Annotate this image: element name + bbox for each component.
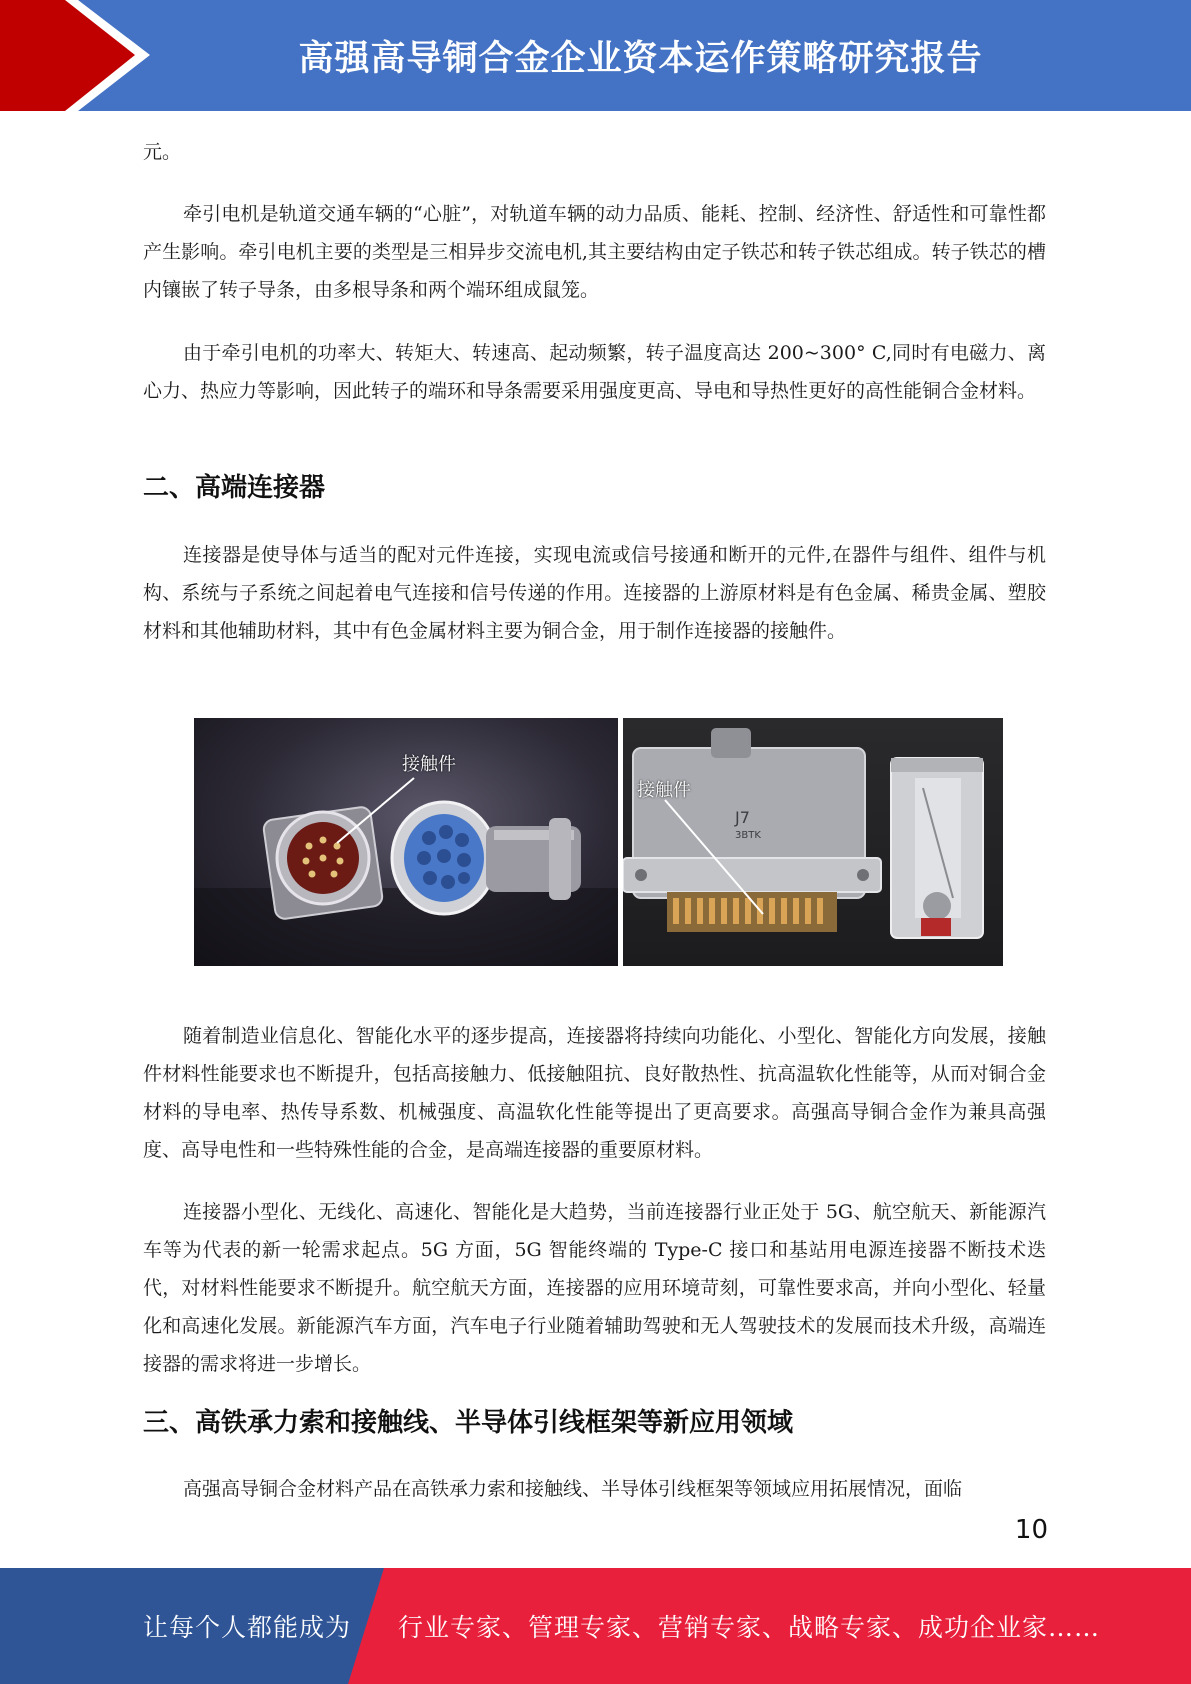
paragraph-traction-motor: 牵引电机是轨道交通车辆的“心脏”，对轨道车辆的动力品质、能耗、控制、经济性、舒适性和可靠性都产生影响。牵引电机主要的类型是三相异步交流电机,其主要结构由定子铁芯和转子铁芯组成。转子铁芯的槽内镶嵌了转子导条，由多根导条和两个端环组成鼠笼。	[143, 203, 1046, 301]
connector-marking-code: 3BTK	[735, 830, 761, 841]
connector-figure	[194, 718, 1003, 966]
paragraph-connector-definition: 连接器是使导体与适当的配对元件连接，实现电流或信号接通和断开的元件,在器件与组件、组件与机构、系统与子系统之间起着电气连接和信号传递的作用。连接器的上游原材料是有色金属、稀贵金属、塑胶材料和其他辅助材料，其中有色金属材料主要为铜合金，用于制作连接器的接触件。	[143, 544, 1046, 642]
paragraph-connector-trends: 随着制造业信息化、智能化水平的逐步提高，连接器将持续向功能化、小型化、智能化方向发展，接触件材料性能要求也不断提升，包括高接触力、低接触阻抗、良好散热性、抗高温软化性能等，从而对铜合金材料的导电率、热传导系数、机械强度、高温软化性能等提出了更高要求。高强高导铜合金作为兼具高强度、高导电性和一些特殊性能的合金，是高端连接器的重要原材料。	[143, 1025, 1046, 1161]
footer-slogan-right: 行业专家、管理专家、营销专家、战略专家、成功企业家……	[398, 1613, 1101, 1642]
rectangular-connector-photo	[623, 718, 1003, 966]
report-title: 高强高导铜合金企业资本运作策略研究报告	[298, 38, 983, 79]
page-number: 10	[1014, 1515, 1048, 1545]
paragraph-rotor-temperature: 由于牵引电机的功率大、转矩大、转速高、起动频繁，转子温度高达 200~300° C,同时有电磁力、离心力、热应力等影响，因此转子的端环和导条需要采用强度更高、导电和导热性更好的高性能铜合金材料。	[143, 342, 1046, 402]
section-heading-new-applications: 三、高铁承力索和接触线、半导体引线框架等新应用领域	[143, 1408, 794, 1438]
paragraph-connector-demand: 连接器小型化、无线化、高速化、智能化是大趋势，当前连接器行业正处于 5G、航空航天、新能源汽车等为代表的新一轮需求起点。5G 方面，5G 智能终端的 Type-C 接口和基站用电源连接器不断技术迭代，对材料性能要求不断提升。航空航天方面，连接器的应用环境苛刻，可靠性要求高，并向小型化、轻量化和高速化发展。新能源汽车方面，汽车电子行业随着辅助驾驶和无人驾驶技术的发展而技术升级，高端连接器的需求将进一步增长。	[143, 1201, 1046, 1375]
connector-marking-j7: J7	[735, 808, 750, 827]
page-footer	[0, 1568, 1191, 1684]
rectangular-connector-illustration	[623, 718, 1003, 966]
contact-callout-left: 接触件	[402, 754, 456, 775]
section-heading-connectors: 二、高端连接器	[143, 473, 326, 503]
page-header	[0, 0, 1191, 111]
footer-slogan-left: 让每个人都能成为	[143, 1613, 352, 1642]
circular-connector-photo	[194, 718, 618, 966]
paragraph-continuation: 元。	[143, 141, 182, 163]
paragraph-new-applications: 高强高导铜合金材料产品在高铁承力索和接触线、半导体引线框架等领域应用拓展情况，面临	[183, 1478, 963, 1500]
header-arrow-decoration	[0, 0, 160, 111]
contact-callout-right: 接触件	[637, 780, 691, 801]
